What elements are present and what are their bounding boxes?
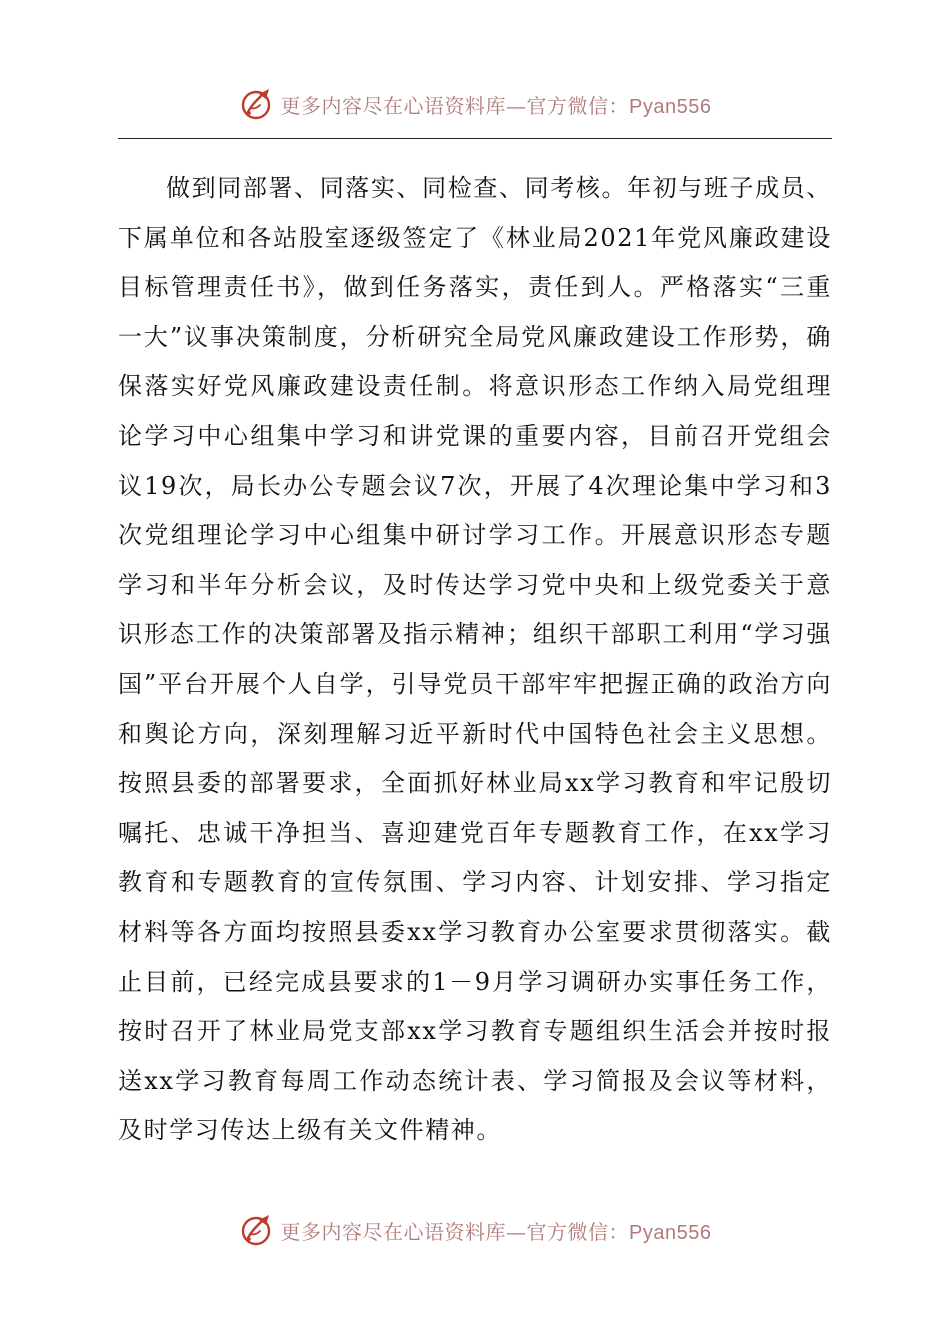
footer-banner-inner bbox=[239, 1212, 712, 1248]
writing-hand-pen-icon bbox=[239, 1212, 275, 1248]
header-divider bbox=[118, 138, 832, 139]
body-paragraph: 做到同部署、同落实、同检查、同考核。年初与班子成员、下属单位和各站股室逐级签定了《林业局2021年党风廉政建设目标管理责任书》，做到任务落实，责任到人。严格落实“三重一大”议事决策制度，分析研究全局党风廉政建设工作形势，确保落实好党风廉政建设责任制。将意识形态工作纳入局党组理论学习中心组集中学习和讲党课的重要内容，目前召开党组会议19次，局长办公专题会议7次，开展了4次理论集中学习和3次党组理论学习中心组集中研讨学习工作。开展意识形态专题学习和半年分析会议，及时传达学习党中央和上级党委关于意识形态工作的决策部署及指示精神；组织干部职工利用“学习强国”平台开展个人自学，引导党员干部牢牢把握正确的政治方向和舆论方向，深刻理解习近平新时代中国特色社会主义思想。按照县委的部署要求，全面抓好林业局xx学习教育和牢记殷切嘱托、忠诚干净担当、喜迎建党百年专题教育工作，在xx学习教育和专题教育的宣传氛围、学习内容、计划安排、学习指定材料等各方面均按照县委xx学习教育办公室要求贯彻落实。截止目前，已经完成县要求的1－9月学习调研办实事任务工作，按时召开了林业局党支部xx学习教育专题组织生活会并按时报送xx学习教育每周工作动态统计表、学习简报及会议等材料，及时学习传达上级有关文件精神。 bbox=[118, 174, 832, 1145]
header-wechat-id: Pyan556 bbox=[629, 95, 712, 118]
footer-banner bbox=[0, 1210, 950, 1250]
writing-hand-pen-icon bbox=[239, 86, 275, 122]
header-banner-label: 更多内容尽在心语资料库—官方微信： bbox=[280, 93, 630, 118]
document-body bbox=[118, 164, 832, 1156]
header-banner-text bbox=[281, 90, 712, 119]
footer-banner-label: 更多内容尽在心语资料库—官方微信： bbox=[280, 1219, 630, 1244]
header-banner-inner bbox=[239, 86, 712, 122]
header-banner bbox=[0, 84, 950, 124]
footer-wechat-id: Pyan556 bbox=[629, 1221, 712, 1244]
footer-banner-text bbox=[281, 1216, 712, 1245]
